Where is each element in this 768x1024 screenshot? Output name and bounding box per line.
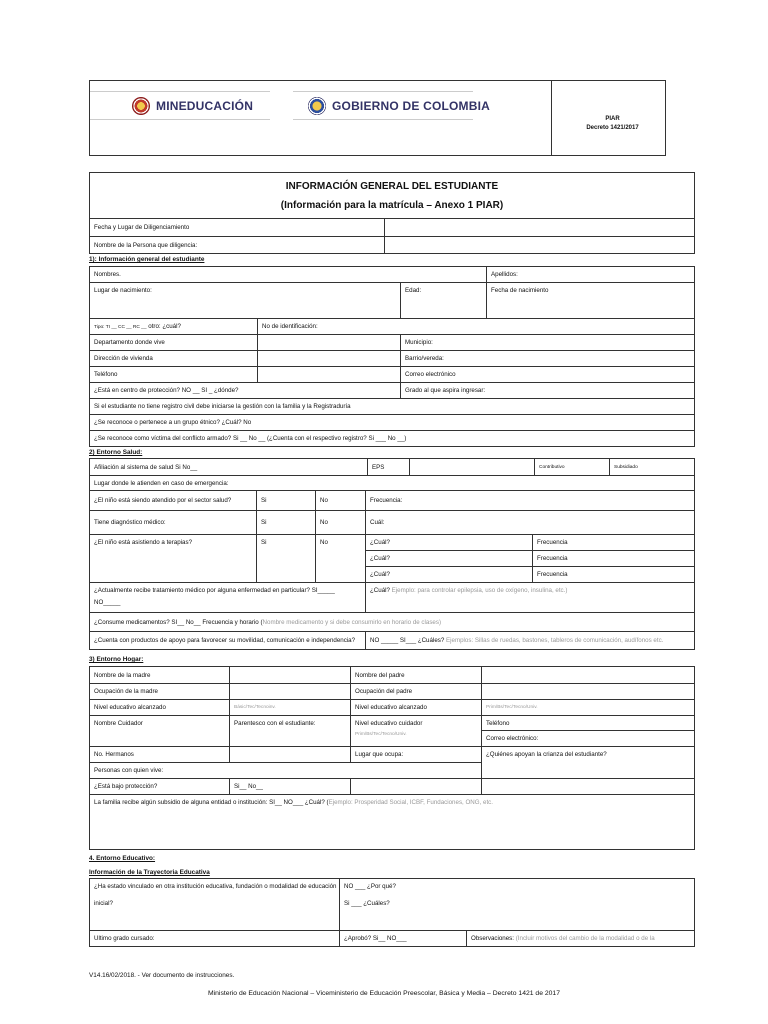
vinculado-label: ¿Ha estado vinculado en otra institución educativa, fundación o modalidad de educación [94,883,337,890]
subsidio-label: La familia recibe algún subsidio de alguna entidad o institución: SI__ NO___ ¿Cuál? ( [94,799,329,806]
header-divider [551,81,552,155]
si-cuales-label: Si ___ ¿Cuáles? [344,900,390,907]
ocupacion-padre-field[interactable] [482,684,695,700]
title-table [89,172,695,254]
tratamiento-cual-label: ¿Cuál? [370,587,390,594]
ocupacion-madre-field[interactable] [230,684,351,700]
lugar-ocupa-label[interactable]: Lugar que ocupa: [351,747,482,763]
crianza-label[interactable]: ¿Quiénes apoyan la crianza del estudiante? [482,747,695,779]
nivel-padre-label: Nivel educativo alcanzado [351,700,482,716]
fecha-lugar-field[interactable] [385,219,695,237]
atendido-si[interactable]: Si [257,491,316,511]
section4-table [89,878,695,947]
observaciones-cell[interactable] [467,931,695,947]
productos-apoyo-cell[interactable] [366,632,695,650]
persona-field[interactable] [385,237,695,254]
vinculado-cell [90,879,340,931]
nivel-padre-options[interactable]: Prim/Bs/Tec/Tecno/Univ. [482,700,695,716]
afiliacion-label[interactable]: Afiliación al sistema de salud Si No__ [90,459,368,476]
nivel-madre-options[interactable]: Básic/Tec/Tecnoinv. [230,700,351,716]
municipio-label[interactable]: Municipio: [401,335,695,351]
direccion-field[interactable] [258,351,401,367]
telefono-field[interactable] [258,367,401,383]
apellidos-label[interactable]: Apellidos: [487,267,695,283]
departamento-field[interactable] [258,335,401,351]
tratamiento-label: ¿Actualmente recibe tratamiento médico por alguna enfermedad en particular? SI_____ [94,587,335,594]
form-title: INFORMACIÓN GENERAL DEL ESTUDIANTE [285,180,499,192]
grupo-etnico-label[interactable]: ¿Se reconoce o pertenece a un grupo étnico? ¿Cuál? No [90,415,695,431]
frecuencia-label[interactable]: Frecuencia: [366,491,695,511]
atendido-no[interactable]: No [316,491,366,511]
ultimo-grado-label[interactable]: Ultimo grado cursado: [90,931,340,947]
nivel-cuidador-options: Prim/Bs/Tec/Tecno/Univ. [355,732,407,737]
section1-table [89,266,695,447]
coat-of-arms-icon [308,97,326,115]
padre-field[interactable] [482,667,695,684]
section1-heading: 1): Información general del estudiante [89,256,205,263]
aprobo-label[interactable]: ¿Aprobó? Si__ NO___ [340,931,467,947]
conflicto-armado-label[interactable]: ¿Se reconoce como víctima del conflicto armado? Si __ No __ (¿Cuenta con el respectivo registro? Si ___ No __) [90,431,695,447]
edad-label[interactable]: Edad: [401,283,487,319]
barrio-label[interactable]: Barrio/vereda: [401,351,695,367]
diagnostico-label: Tiene diagnóstico médico: [90,511,257,535]
padre-label: Nombre del padre [351,667,482,684]
vinculado-label-2: inicial? [94,900,113,907]
tratamiento-cell[interactable] [90,583,366,613]
madre-label: Nombre de la madre [90,667,230,684]
section2-table-mid [89,490,695,583]
correo-cuidador-label[interactable]: Correo electrónico: [482,731,695,747]
terapia-cual-1[interactable]: ¿Cuál? [366,535,533,551]
nivel-madre-label: Nivel educativo alcanzado [90,700,230,716]
terapia-frecuencia-3[interactable]: Frecuencia [533,567,695,583]
ocupacion-madre-label: Ocupación de la madre [90,684,230,700]
parentesco-label[interactable]: Parentesco con el estudiante: [230,716,351,747]
piar-label [560,115,665,133]
observaciones-label: Observaciones: [471,935,514,942]
bajo-proteccion-extra[interactable] [351,779,482,795]
nivel-cuidador-label: Nivel educativo cuidador [355,720,423,727]
subsidio-hint: Ejemplo: Prosperidad Social, ICBF, Fundaciones, ONG, etc. [328,799,493,806]
bajo-proteccion-options[interactable]: Si__ No__ [230,779,351,795]
vinculado-resp-cell[interactable] [340,879,695,931]
section2-heading: 2) Entorno Salud: [89,449,143,456]
decreto-label: Decreto 1421/2017 [586,125,639,131]
proteccion-label[interactable]: ¿Está en centro de protección? NO __ SI _ ¿dónde? [90,383,401,399]
diagnostico-cual[interactable]: Cuál: [366,511,695,535]
logo-rule [293,119,473,120]
section3-heading: 3) Entorno Hogar: [89,656,144,663]
tipo-documento-label: Tipo: TI __ CC __ RC __ [94,325,147,330]
mineducacion-logo [132,91,253,121]
terapia-frecuencia-1[interactable]: Frecuencia [533,535,695,551]
direccion-label: Dirección de vivienda [90,351,258,367]
bajo-proteccion-extra2[interactable] [482,779,695,795]
medicamentos-cell[interactable] [90,613,695,632]
atendido-label: ¿El niño está siendo atendido por el sector salud? [90,491,257,511]
section3-table [89,666,695,850]
tratamiento-no: NO_____ [94,599,121,606]
medicamentos-label: ¿Consume medicamentos? SI__ No__ Frecuencia y horario ( [94,618,263,626]
fecha-nacimiento-label[interactable]: Fecha de nacimiento [487,283,695,319]
personas-vive-label[interactable]: Personas con quien vive: [90,763,482,779]
ocupacion-padre-label: Ocupación del padre [351,684,482,700]
no-porque-label: NO ___ ¿Por qué? [344,883,396,890]
cuidador-label: Nombre Cuidador [90,716,230,747]
diagnostico-si[interactable]: Si [257,511,316,535]
lugar-nacimiento-label[interactable]: Lugar de nacimiento: [90,283,401,319]
tratamiento-cual-cell[interactable] [366,583,695,613]
logo-text-mineducacion: MINEDUCACIÓN [156,99,254,113]
hermanos-field[interactable] [230,747,351,763]
productos-apoyo-label: ¿Cuenta con productos de apoyo para favorecer su movilidad, comunicación e independencia? [90,632,366,650]
nivel-cuidador-cell[interactable] [351,716,482,747]
subsidio-cell[interactable] [90,795,695,850]
hermanos-label: No. Hermanos [90,747,230,763]
trayectoria-heading: Información de la Trayectoria Educativa [89,869,210,876]
logo-rule [90,91,270,92]
ministerio-footer: Ministerio de Educación Nacional – Viceministerio de Educación Preescolar, Básica y Media – Decreto 1421 de 2017 [207,990,560,997]
terapia-cual-3[interactable]: ¿Cuál? [366,567,533,583]
terapias-no[interactable]: No [316,535,366,583]
productos-apoyo-resp: NO _____ SI___ ¿Cuáles? [370,637,445,644]
logo-text-gobierno: GOBIERNO DE COLOMBIA [332,99,491,113]
productos-apoyo-hint: Ejemplos: Sillas de ruedas, bastones, tableros de comunicación, audífonos etc. [444,637,664,644]
version-note: V14.16/02/2018. - Ver documento de instrucciones. [89,972,235,979]
subsidiado-option[interactable]: Subsidiado [610,459,695,476]
grado-label[interactable]: Grado al que aspira ingresar: [401,383,695,399]
telefono-cuidador-label[interactable]: Teléfono [482,716,695,731]
section2-table-top [89,458,695,491]
coat-of-arms-icon [132,97,150,115]
otro-cual-label: otro: ¿cuál? [148,323,181,330]
observaciones-hint: (Incluir motivos del cambio de la modalidad o de la [514,935,655,942]
title-cell [90,173,695,219]
tipo-documento-cell[interactable] [90,319,258,335]
form-subtitle: (Información para la matrícula – Anexo 1 PIAR) [280,199,504,211]
logo-rule [293,91,473,92]
eps-field[interactable] [410,459,535,476]
correo-label[interactable]: Correo electrónico [401,367,695,383]
logo-rule [90,119,270,120]
terapias-si[interactable]: Si [257,535,316,583]
section2-table-bottom [89,582,695,650]
piar-title: PIAR [605,116,620,122]
contributivo-option[interactable]: Contributivo [535,459,610,476]
document-header [89,80,666,156]
gobierno-logo [308,91,490,121]
persona-label: Nombre de la Persona que diligencia: [90,237,385,254]
terapia-cual-2[interactable]: ¿Cuál? [366,551,533,567]
departamento-label: Departamento donde vive [90,335,258,351]
madre-field[interactable] [230,667,351,684]
telefono-label: Teléfono [90,367,258,383]
registro-civil-note: Si el estudiante no tiene registro civil debe iniciarse la gestión con la familia y la Registraduría [90,399,695,415]
nombres-label[interactable]: Nombres. [90,267,487,283]
medicamentos-hint: Nombre medicamento y si debe consumirlo en horario de clases) [262,618,442,626]
eps-label: EPS [368,459,410,476]
terapia-frecuencia-2[interactable]: Frecuencia [533,551,695,567]
fecha-lugar-label: Fecha y Lugar de Diligenciamiento [90,219,385,237]
tratamiento-cual-hint: Ejemplo: para controlar epilepsia, uso de oxígeno, insulina, etc.) [389,587,568,594]
terapias-label: ¿El niño está asistiendo a terapias? [90,535,257,583]
no-identificacion-label[interactable]: No de identificación: [258,319,695,335]
lugar-emergencia-label[interactable]: Lugar donde le atienden en caso de emergencia: [90,476,695,491]
diagnostico-no[interactable]: No [316,511,366,535]
bajo-proteccion-label: ¿Está bajo protección? [90,779,230,795]
section4-heading: 4. Entorno Educativo: [89,855,156,862]
